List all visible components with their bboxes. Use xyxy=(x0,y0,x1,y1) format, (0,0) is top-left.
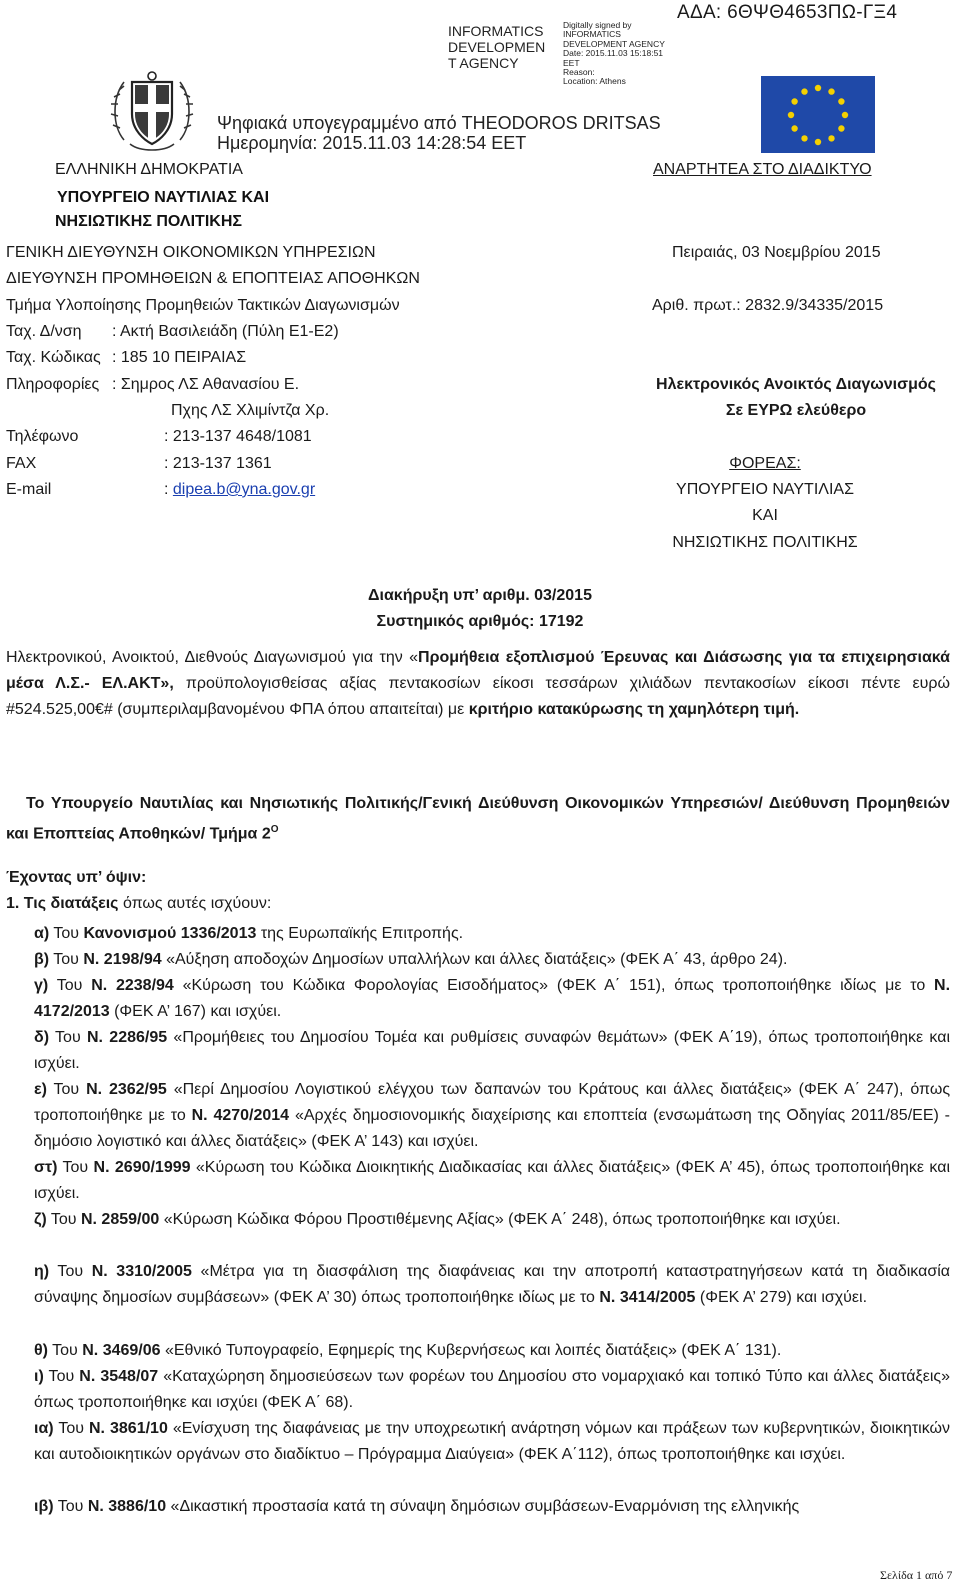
provision-item xyxy=(34,1025,950,1077)
provision-law: Ν. 2690/1999 xyxy=(93,1159,191,1176)
provision-text: της Ευρωπαϊκής Επιτροπής. xyxy=(256,925,464,942)
provision-label: β) xyxy=(34,951,50,968)
provisions-rest: όπως αυτές ισχύουν: xyxy=(118,895,272,912)
posting-notice: ΑΝΑΡΤΗΤΕΑ ΣΤΟ ΔΙΑΔΙΚΤΥΟ xyxy=(653,161,872,178)
provisions-number: 1. xyxy=(6,895,20,912)
provision-text: «Μέτρα για τη διασφάλιση της διαφάνειας και την αποτροπή καταστρατηγήσεων κατά τη διαδικασία σύναψης δημοσίων συμβάσεων» (ΦΕΚ Α’ 30) όπως τροποποιήθηκε ιδίως με το xyxy=(34,1263,951,1306)
provision-prefix: Του xyxy=(49,951,84,968)
issuer-sup: Ο xyxy=(270,824,279,835)
ada-code: ΑΔΑ: 6ΘΨΘ4653ΠΩ-ΓΞ4 xyxy=(677,2,898,23)
provision-text-2: (ΦΕΚ Α’ 279) και ισχύει. xyxy=(695,1289,868,1306)
address-label: Ταχ. Δ/νση xyxy=(6,323,82,340)
republic-title: ΕΛΛΗΝΙΚΗ ΔΗΜΟΚΡΑΤΙΑ xyxy=(55,161,243,178)
agency-name xyxy=(448,23,545,71)
zip-label: Ταχ. Κώδικας xyxy=(6,349,101,366)
provision-prefix: Του xyxy=(53,1420,89,1437)
provision-text: «Ενίσχυση της διαφάνειας με την υποχρεωτική ανάρτηση νόμων και πράξεων των κυβερνητικών, διοικητικών και αυτοδιοικητικών οργάνων στο διαδίκτυο – Πρόγραμμα Διαύγεια» (ΦΕΚ Α΄112), όπως τροποποιήθηκε και ισχύει. xyxy=(34,1420,951,1463)
provision-prefix: Του xyxy=(57,1159,94,1176)
provision-text: «Περί Δημοσίου Λογιστικού ελέγχου των δαπανών του Κράτους και άλλες διατάξεις» (ΦΕΚ Α΄ 247), όπως τροποποιήθηκε με το xyxy=(34,1081,951,1124)
provision-prefix: Του xyxy=(49,925,84,942)
provision-law: Ν. 2859/00 xyxy=(80,1211,160,1228)
issuer-text: Το Υπουργείο Ναυτιλίας και Νησιωτικής Πολιτικής/Γενική Διεύθυνση Οικονομικών Υπηρεσιών/ Διεύθυνση Προμηθειών και Εποπτείας Αποθηκών/ Τμήμα 2 xyxy=(6,795,950,843)
issuer-paragraph xyxy=(6,791,950,847)
tender-type-line-1: Ηλεκτρονικός Ανοικτός Διαγωνισμός xyxy=(656,376,936,393)
provision-text: «Καταχώρηση δημοσιεύσεων των φορέων του Δημοσίου στο νομαρχιακό και τοπικό Τύπο και άλλες διατάξεις» όπως τροποποιήθηκε και ισχύει (ΦΕΚ Α΄ 68). xyxy=(34,1368,951,1411)
provision-law: Ν. 2238/94 xyxy=(91,977,174,994)
department: Τμήμα Υλοποίησης Προμηθειών Τακτικών Διαγωνισμών xyxy=(6,297,400,314)
digital-signature-block xyxy=(563,21,665,87)
phone-label: Τηλέφωνο xyxy=(6,428,79,445)
sig-line-2: INFORMATICS xyxy=(563,29,621,40)
provision-prefix: Του xyxy=(46,1211,81,1228)
provisions-heading xyxy=(6,894,271,914)
signed-date-line: Ημερομηνία: 2015.11.03 14:28:54 EET xyxy=(217,133,527,153)
provision-law: Ν. 3548/07 xyxy=(79,1368,159,1385)
directorate: ΔΙΕΥΘΥΝΣΗ ΠΡΟΜΗΘΕΙΩΝ & ΕΠΟΠΤΕΙΑΣ ΑΠΟΘΗΚΩΝ xyxy=(6,270,420,287)
address-value: : Ακτή Βασιλειάδη (Πύλη Ε1-Ε2) xyxy=(112,323,339,340)
provision-label: ιβ) xyxy=(34,1498,54,1515)
ministry-line-2: ΝΗΣΙΩΤΙΚΗΣ ΠΟΛΙΤΙΚΗΣ xyxy=(55,213,242,230)
info-value-1: : Σημρος ΛΣ Αθανασίου Ε. xyxy=(112,376,300,393)
provision-law: Ν. 3469/06 xyxy=(82,1342,161,1359)
provision-label: θ) xyxy=(34,1342,48,1359)
tender-type-line-2: Σε ΕΥΡΩ ελεύθερο xyxy=(725,402,867,419)
agency-line-3: T AGENCY xyxy=(448,55,519,71)
provision-item xyxy=(34,921,950,947)
info-label: Πληροφορίες xyxy=(6,376,100,393)
provision-label: γ) xyxy=(34,977,49,994)
provision-item xyxy=(34,1494,950,1520)
greek-coat-of-arms-icon xyxy=(110,68,194,156)
provision-label: ε) xyxy=(34,1081,47,1098)
eu-flag-icon xyxy=(761,76,875,153)
provision-label: η) xyxy=(34,1263,50,1280)
sig-line-4: Date: 2015.11.03 15:18:51 xyxy=(563,48,664,59)
zip-value: : 185 10 ΠΕΙΡΑΙΑΣ xyxy=(112,349,247,366)
provision-text: «Δικαστική προστασία κατά τη σύναψη δημόσιων συμβάσεων-Εναρμόνιση της ελληνικής xyxy=(166,1498,800,1515)
provision-law: Ν. 2286/95 xyxy=(87,1029,168,1046)
provision-item xyxy=(34,1077,950,1155)
provision-item xyxy=(34,1259,950,1311)
contracting-body-line-1: ΥΠΟΥΡΓΕΙΟ ΝΑΥΤΙΛΙΑΣ xyxy=(676,481,854,498)
provision-prefix: Του xyxy=(43,1368,80,1385)
intro-text-2: προϋπολογισθείσας αξίας πεντακοσίων είκοσι τεσσάρων χιλιάδων πεντακοσίων είκοσι πέντε ευρώ #524.525,00€# (συμπεριλαμβανομένου ΦΠΑ όπου απαιτείται) με xyxy=(6,675,951,718)
provision-item xyxy=(34,1338,950,1364)
intro-award-criterion: κριτήριο κατακύρωσης τη χαμηλότερη τιμή. xyxy=(468,701,800,718)
provision-item xyxy=(34,973,950,1025)
provision-law: Κανονισμού 1336/2013 xyxy=(83,925,257,942)
provision-text-2: (ΦΕΚ Α’ 167) και ισχύει. xyxy=(109,1003,282,1020)
general-directorate: ΓΕΝΙΚΗ ΔΙΕΥΘΥΝΣΗ ΟΙΚΟΝΟΜΙΚΩΝ ΥΠΗΡΕΣΙΩΝ xyxy=(6,244,376,261)
provision-prefix: Του xyxy=(53,1498,88,1515)
intro-subject: Προμήθεια εξοπλισμού Έρευνας και Διάσωσης για τα επιχειρησιακά μέσα Λ.Σ.- ΕΛ.ΑΚΤ», xyxy=(6,649,951,692)
provision-label: ι) xyxy=(34,1368,44,1385)
provision-law: Ν. 2198/94 xyxy=(83,951,162,968)
provision-label: ια) xyxy=(34,1420,54,1437)
provision-label: ζ) xyxy=(34,1211,47,1228)
provision-text: «Προμήθειες του Δημοσίου Τομέα και ρυθμίσεις συναφών θεμάτων» (ΦΕΚ Α΄19), όπως τροποποιήθηκε και ισχύει. xyxy=(34,1029,951,1072)
provision-text: «Αύξηση αποδοχών Δημοσίων υπαλλήλων και άλλες διατάξεις» (ΦΕΚ Α΄ 43, άρθρο 24). xyxy=(161,951,788,968)
announcement-number: Διακήρυξη υπ’ αριθμ. 03/2015 xyxy=(368,587,592,604)
email-prefix: : xyxy=(164,481,173,498)
provision-law-2: Ν. 3414/2005 xyxy=(599,1289,696,1306)
intro-text-1: Ηλεκτρονικού, Ανοικτού, Διεθνούς Διαγωνισμού για την « xyxy=(6,649,419,666)
email-row xyxy=(164,480,315,500)
provision-prefix: Του xyxy=(46,1081,87,1098)
provision-law: Ν. 3861/10 xyxy=(89,1420,168,1437)
provision-text: «Κύρωση του Κώδικα Φορολογίας Εισοδήματος» (ΦΕΚ Α΄ 151), όπως τροποποιήθηκε ιδίως με το xyxy=(173,977,935,994)
provision-law-2: Ν. 4270/2014 xyxy=(191,1107,290,1124)
provision-text: «Κύρωση του Κώδικα Διοικητικής Διαδικασίας και άλλες διατάξεις» (ΦΕΚ Α’ 45), όπως τροποποιήθηκε και ισχύει. xyxy=(34,1159,951,1202)
page-number: Σελίδα 1 από 7 xyxy=(880,1568,953,1582)
provision-law: Ν. 2362/95 xyxy=(86,1081,167,1098)
signed-by-line: Ψηφιακά υπογεγραμμένο από THEODOROS DRITSAS xyxy=(217,113,661,133)
provision-label: στ) xyxy=(34,1159,58,1176)
contracting-body-label: ΦΟΡΕΑΣ: xyxy=(729,455,801,472)
provision-item xyxy=(34,1207,950,1233)
provision-prefix: Του xyxy=(47,1342,83,1359)
email-label: E-mail xyxy=(6,481,52,498)
system-number: Συστημικός αριθμός: 17192 xyxy=(376,613,584,630)
email-link[interactable]: dipea.b@yna.gov.gr xyxy=(172,481,316,498)
provision-prefix: Του xyxy=(49,1263,92,1280)
phone-value: : 213-137 4648/1081 xyxy=(164,428,312,445)
sig-line-1: Digitally signed by xyxy=(563,20,632,30)
provision-item xyxy=(34,1416,950,1468)
provision-text: «Κύρωση Κώδικα Φόρου Προστιθέμενης Αξίας» (ΦΕΚ Α΄ 248), όπως τροποποιήθηκε και ισχύει. xyxy=(159,1211,841,1228)
provision-label: α) xyxy=(34,925,50,942)
sig-line-7: Location: Athens xyxy=(563,76,626,87)
provision-law: Ν. 3886/10 xyxy=(87,1498,167,1515)
provision-label: δ) xyxy=(34,1029,50,1046)
contracting-body-line-2: ΚΑΙ xyxy=(752,507,778,524)
provision-item xyxy=(34,1364,950,1416)
info-value-2: Πχης ΛΣ Χλιμίντζα Χρ. xyxy=(171,402,330,419)
intro-paragraph xyxy=(6,645,950,723)
sig-line-5: EET xyxy=(563,57,580,68)
fax-label: FAX xyxy=(6,455,37,472)
fax-value: : 213-137 1361 xyxy=(164,455,272,472)
provision-item xyxy=(34,1155,950,1207)
ministry-line-1: ΥΠΟΥΡΓΕΙΟ ΝΑΥΤΙΛΙΑΣ ΚΑΙ xyxy=(57,189,270,206)
provision-prefix: Του xyxy=(48,977,92,994)
agency-line-2: DEVELOPMEN xyxy=(448,39,546,55)
provision-law-2: Ν. 4172/2013 xyxy=(34,977,951,1020)
provisions-bold: Τις διατάξεις xyxy=(23,895,119,912)
provision-prefix: Του xyxy=(49,1029,87,1046)
agency-line-1: INFORMATICS xyxy=(448,23,544,39)
sig-line-3: DEVELOPMENT AGENCY xyxy=(563,38,665,49)
provision-item xyxy=(34,947,950,973)
document-date: Πειραιάς, 03 Νοεμβρίου 2015 xyxy=(672,244,881,261)
provision-text-2: «Αρχές δημοσιονομικής διαχείρισης και εποπτεία (ενσωμάτωση της Οδηγίας 2011/85/ΕΕ) - δημόσιο λογιστικό και άλλες διατάξεις» (ΦΕΚ Α’ 143) και ισχύει. xyxy=(34,1107,951,1150)
protocol-number: Αριθ. πρωτ.: 2832.9/34335/2015 xyxy=(652,297,884,314)
considering-title: Έχοντας υπ’ όψιν: xyxy=(6,869,147,886)
provision-law: Ν. 3310/2005 xyxy=(91,1263,192,1280)
provision-text: «Εθνικό Τυπογραφείο, Εφημερίς της Κυβερνήσεως και λοιπές διατάξεις» (ΦΕΚ Α΄ 131). xyxy=(160,1342,782,1359)
sig-line-6: Reason: xyxy=(563,67,595,78)
contracting-body-line-3: ΝΗΣΙΩΤΙΚΗΣ ΠΟΛΙΤΙΚΗΣ xyxy=(672,534,858,551)
